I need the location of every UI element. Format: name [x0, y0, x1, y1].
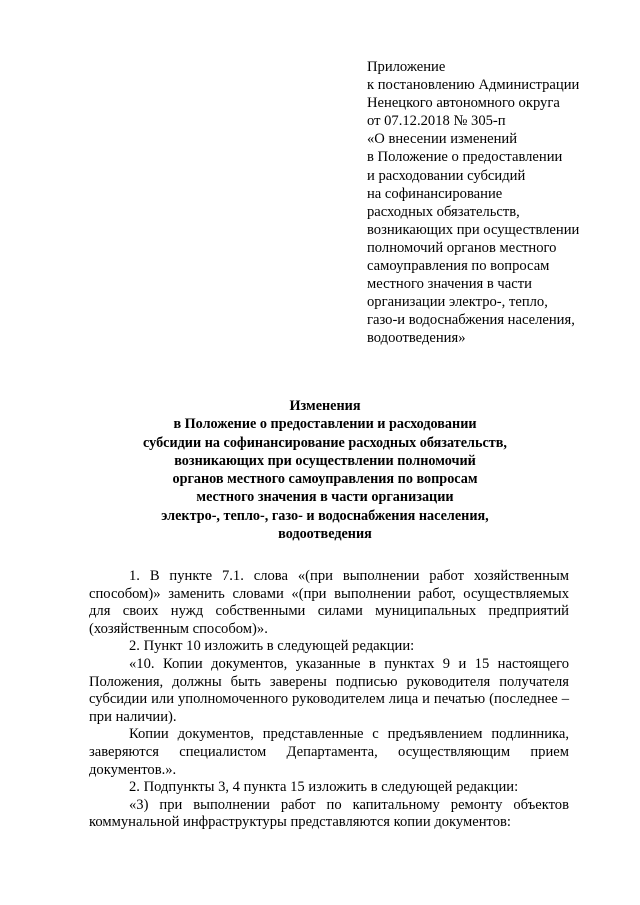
appendix-line: возникающих при осуществлении [367, 221, 580, 238]
appendix-line: организации электро-, тепло, [367, 294, 548, 311]
body-paragraph: «3) при выполнении работ по капитальному ремонту объектов коммунальной инфраструктуры представляются копии документов: [89, 796, 569, 831]
heading-line: Изменения [289, 398, 361, 414]
appendix-line: водоотведения» [367, 330, 466, 347]
appendix-line: «О внесении изменений [367, 131, 518, 148]
appendix-line: в Положение о предоставлении [367, 149, 563, 166]
appendix-line: и расходовании субсидий [367, 167, 526, 184]
document-body [89, 568, 569, 832]
appendix-line: расходных обязательств, [367, 203, 520, 220]
body-paragraph: 2. Подпункты 3, 4 пункта 15 изложить в следующей редакции: [129, 779, 519, 796]
appendix-line: полномочий органов местного [367, 239, 557, 256]
heading-line: субсидии на софинансирование расходных обязательств, [143, 434, 507, 451]
appendix-line: на софинансирование [367, 185, 503, 202]
heading-line: органов местного самоуправления по вопросам [172, 471, 478, 488]
appendix-line: самоуправления по вопросам [367, 258, 550, 275]
appendix-line: Приложение [367, 59, 446, 75]
heading-line: электро-, тепло-, газо- и водоснабжения населения, [161, 507, 489, 524]
heading-line: в Положение о предоставлении и расходовании [173, 416, 477, 433]
appendix-block [367, 58, 617, 348]
heading-line: водоотведения [278, 526, 372, 543]
heading-line: возникающих при осуществлении полномочий [174, 452, 476, 469]
appendix-line: Ненецкого автономного округа [367, 95, 560, 112]
heading-line: местного значения в части организации [196, 489, 454, 506]
appendix-line: местного значения в части [367, 276, 532, 293]
appendix-line: газо-и водоснабжения населения, [367, 312, 575, 329]
body-paragraph: Копии документов, представленные с предъявлением подлинника, заверяются специалистом Департамента, осуществляющим прием документов.». [89, 726, 569, 778]
body-paragraph: 2. Пункт 10 изложить в следующей редакции: [129, 638, 415, 655]
document-heading [85, 397, 565, 543]
body-paragraph: «10. Копии документов, указанные в пунктах 9 и 15 настоящего Положения, должны быть заверены подписью руководителя получателя субсидии или уполномоченного руководителем лица и печатью (последнее – при наличии). [89, 655, 569, 725]
body-paragraph: 1. В пункте 7.1. слова «(при выполнении работ хозяйственным способом)» заменить словами «(при выполнении работ, осуществляемых для своих нужд собственными силами муниципальных предприятий (хозяйственным способом)». [89, 568, 569, 637]
appendix-line: к постановлению Администрации [367, 77, 580, 94]
appendix-line: от 07.12.2018 № 305-п [367, 113, 506, 130]
